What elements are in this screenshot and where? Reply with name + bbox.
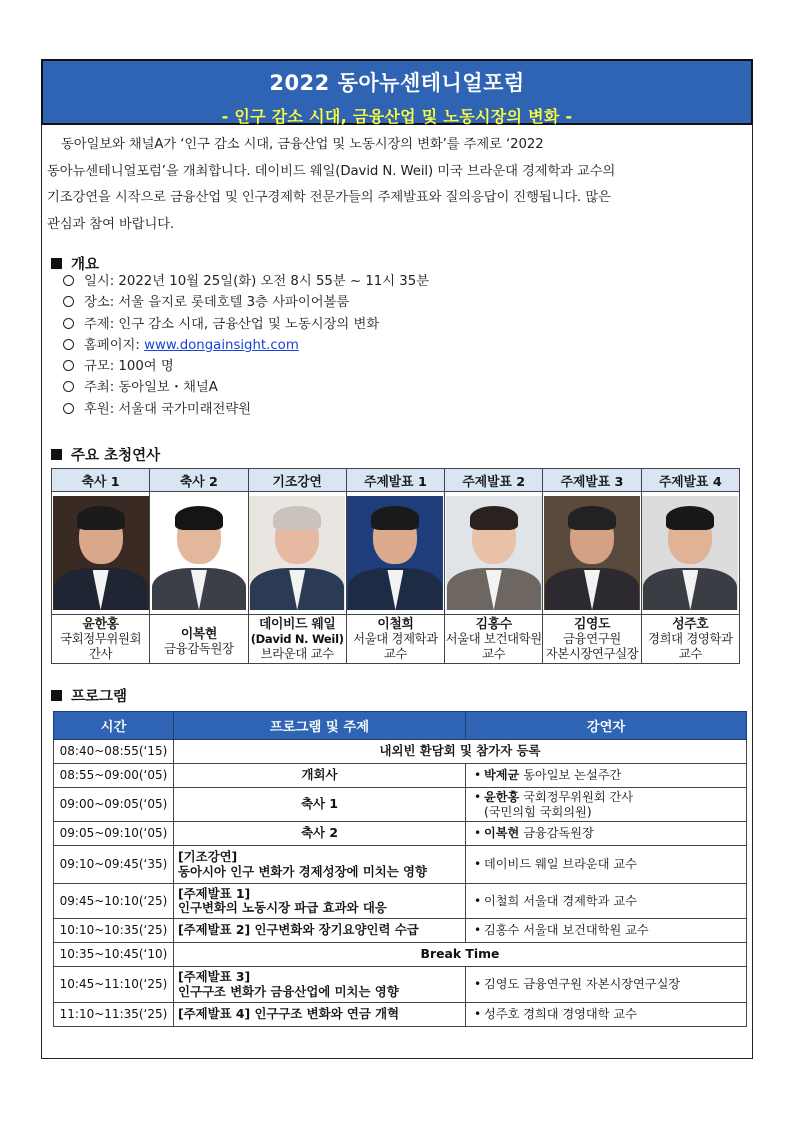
bullet-icon: • xyxy=(474,768,482,783)
speaker-name: 윤한홍 xyxy=(484,790,520,804)
speaker-title-2: 교수 xyxy=(678,646,702,661)
bullet-icon: • xyxy=(474,977,482,992)
speaker-title: 서울대 보건대학원 xyxy=(445,631,542,646)
speaker-line xyxy=(474,826,742,841)
list-item xyxy=(63,271,429,292)
speaker-affiliation: 동아일보 논설주간 xyxy=(519,768,622,783)
program-cell xyxy=(174,1003,466,1027)
column-header-program: 프로그램 및 주제 xyxy=(174,712,466,740)
speaker-name: 윤한홍 xyxy=(82,616,119,632)
portrait-image xyxy=(544,496,640,610)
intro-paragraph xyxy=(47,132,737,238)
speakers-heading xyxy=(51,444,160,465)
speaker-title: 서울대 경제학과 xyxy=(353,631,438,646)
speaker-role: 주제발표 1 xyxy=(346,469,444,492)
speaker-line xyxy=(474,1007,742,1022)
program-title: [주제발표 4] 인구구조 변화와 연금 개혁 xyxy=(178,1006,400,1022)
speaker-role: 기조강연 xyxy=(248,469,346,492)
speaker-name: 이복현 xyxy=(180,626,218,642)
speaker-photo-cell xyxy=(52,492,150,615)
speaker-photo-cell xyxy=(543,492,641,615)
speaker-affiliation: 금융감독원장 xyxy=(519,826,594,841)
speaker-photo-cell xyxy=(445,492,543,615)
bullet-icon: • xyxy=(474,826,482,841)
speaker-photo xyxy=(642,492,739,610)
list-item xyxy=(63,399,429,420)
speaker-photo xyxy=(249,492,346,610)
speaker-role: 주제발표 2 xyxy=(445,469,543,492)
program-subtitle: 인구구조 변화가 금융산업에 미치는 영향 xyxy=(178,983,399,999)
speaker-cell xyxy=(466,1003,747,1027)
table-row xyxy=(54,919,747,943)
speaker-photo-cell xyxy=(641,492,739,615)
speaker-title-2: 간사 xyxy=(89,646,113,661)
speaker-cell xyxy=(466,764,747,788)
speaker-info-row xyxy=(52,614,740,663)
speaker-title: 경희대 경영학과 xyxy=(648,631,733,646)
page-subtitle: - 인구 감소 시대, 금융산업 및 노동시장의 변화 - xyxy=(221,107,573,126)
speaker-photo-cell xyxy=(346,492,444,615)
list-item xyxy=(63,292,429,313)
speaker-affiliation: 데이비드 웨일 브라운대 교수 xyxy=(484,857,637,872)
speakers-heading-label: 주요 초청연사 xyxy=(71,448,161,464)
overview-list xyxy=(63,271,429,420)
portrait-image xyxy=(642,496,738,610)
program-heading xyxy=(51,685,127,706)
program-title: 축사 2 xyxy=(301,825,338,841)
column-header-speaker: 강연자 xyxy=(466,712,747,740)
circle-bullet-icon xyxy=(63,339,74,350)
program-subtitle: 인구변화의 노동시장 파급 효과와 대응 xyxy=(178,900,387,915)
time-cell: 10:10~10:35(‘25) xyxy=(54,919,174,943)
table-row xyxy=(54,740,747,764)
table-row xyxy=(54,822,747,846)
bullet-icon: • xyxy=(474,923,482,938)
square-bullet-icon xyxy=(51,449,62,460)
program-subtitle: 동아시아 인구 변화가 경제성장에 미치는 영향 xyxy=(178,863,427,879)
table-row xyxy=(54,884,747,919)
speakers-table xyxy=(51,468,740,664)
time-cell: 11:10~11:35(‘25) xyxy=(54,1003,174,1027)
circle-bullet-icon xyxy=(63,360,74,371)
table-row xyxy=(54,943,747,967)
speaker-name: 성주호 xyxy=(672,616,709,632)
program-cell xyxy=(174,788,466,822)
overview-item-text: 규모: 100여 명 xyxy=(84,359,174,375)
square-bullet-icon xyxy=(51,258,62,269)
program-title: [주제발표 3] xyxy=(178,969,251,984)
speaker-info xyxy=(150,614,248,663)
speaker-cell xyxy=(466,967,747,1003)
speaker-title: 국회정무위원회 xyxy=(60,631,142,646)
program-title: [주제발표 1] xyxy=(178,885,251,901)
speaker-affiliation: 국회정무위원회 간사 xyxy=(519,790,634,804)
speaker-role: 주제발표 3 xyxy=(543,469,641,492)
list-item xyxy=(63,314,429,335)
square-bullet-icon xyxy=(51,690,62,701)
portrait-image xyxy=(347,496,443,610)
circle-bullet-icon xyxy=(63,296,74,307)
column-header-time: 시간 xyxy=(54,712,174,740)
time-cell: 08:40~08:55(‘15) xyxy=(54,740,174,764)
speaker-line xyxy=(474,894,742,909)
overview-item-text: 주최: 동아일보・채널A xyxy=(84,380,218,396)
speaker-role: 주제발표 4 xyxy=(641,469,739,492)
speaker-cell xyxy=(466,919,747,943)
speaker-photo xyxy=(347,492,444,610)
speaker-affiliation-sub: (국민의힘 국회의원) xyxy=(484,804,592,819)
speaker-info xyxy=(248,614,346,663)
speaker-title-2: 교수 xyxy=(383,646,408,661)
speaker-info xyxy=(543,614,641,663)
program-cell: 내외빈 환담회 및 참가자 등록 xyxy=(174,740,747,764)
program-cell xyxy=(174,846,466,884)
program-title: 개회사 xyxy=(301,767,338,783)
overview-item-text: 일시: 2022년 10월 25일(화) 오전 8시 55분 ~ 11시 35분 xyxy=(84,274,430,289)
portrait-hair xyxy=(175,506,223,530)
speaker-name: 김영도 xyxy=(573,616,611,632)
speaker-photo-row xyxy=(52,492,740,615)
program-cell xyxy=(174,967,466,1003)
speaker-name: 데이비드 웨일 xyxy=(258,616,336,632)
page-title: 2022 동아뉴센테니얼포럼 xyxy=(269,71,525,95)
program-cell xyxy=(174,919,466,943)
time-cell: 09:45~10:10(‘25) xyxy=(54,884,174,919)
speaker-cell xyxy=(466,846,747,884)
speaker-title: 금융연구원 xyxy=(563,631,621,646)
circle-bullet-icon xyxy=(63,403,74,414)
speaker-name: 이복현 xyxy=(484,826,520,841)
intro-line: 동아일보와 채널A가 ‘인구 감소 시대, 금융산업 및 노동시장의 변화’를 주제로 ‘2022 xyxy=(61,137,544,152)
speaker-title-2: 교수 xyxy=(482,646,506,661)
list-item xyxy=(63,335,429,356)
portrait-hair xyxy=(371,506,419,530)
overview-item-text: 후원: 서울대 국가미래전략원 xyxy=(84,401,252,417)
speaker-info xyxy=(641,614,739,663)
list-item xyxy=(63,377,429,398)
speaker-photo xyxy=(445,492,542,610)
portrait-image xyxy=(249,496,345,610)
homepage-label: 홈페이지: xyxy=(84,337,145,353)
portrait-hair xyxy=(470,506,518,530)
bullet-icon: • xyxy=(474,893,482,908)
intro-line: 관심과 참여 바랍니다. xyxy=(47,216,175,232)
time-cell: 09:00~09:05(‘05) xyxy=(54,788,174,822)
table-row xyxy=(54,1003,747,1027)
homepage-link[interactable]: www.dongainsight.com xyxy=(144,337,299,353)
title-banner xyxy=(41,59,753,125)
program-header-row xyxy=(54,712,747,740)
speaker-role-row xyxy=(52,469,740,492)
time-cell: 08:55~09:00(‘05) xyxy=(54,764,174,788)
time-cell: 10:45~11:10(‘25) xyxy=(54,967,174,1003)
speaker-photo-cell xyxy=(150,492,248,615)
table-row xyxy=(54,788,747,822)
portrait-hair xyxy=(568,506,616,530)
speaker-line xyxy=(474,857,742,872)
speaker-line xyxy=(474,790,742,805)
speaker-title-2: 자본시장연구실장 xyxy=(545,646,639,661)
program-cell xyxy=(174,884,466,919)
time-cell: 09:05~09:10(‘05) xyxy=(54,822,174,846)
program-cell xyxy=(174,764,466,788)
speaker-line xyxy=(474,977,742,992)
bullet-icon: • xyxy=(474,1007,482,1022)
speaker-info xyxy=(346,614,444,663)
portrait-hair xyxy=(666,506,714,530)
circle-bullet-icon xyxy=(63,381,74,392)
speaker-cell xyxy=(466,822,747,846)
speaker-name: 김홍수 xyxy=(475,616,512,632)
speaker-role: 축사 2 xyxy=(150,469,248,492)
program-title: [주제발표 2] 인구변화와 장기요양인력 수급 xyxy=(178,922,419,938)
program-table xyxy=(53,711,747,1027)
speaker-title: 금융감독원장 xyxy=(164,641,234,656)
program-cell: Break Time xyxy=(174,943,747,967)
circle-bullet-icon xyxy=(63,318,74,329)
program-heading-label: 프로그램 xyxy=(71,689,128,705)
speaker-info xyxy=(445,614,543,663)
speaker-affiliation: 김홍수 서울대 보건대학원 교수 xyxy=(484,923,649,938)
speaker-info xyxy=(52,614,150,663)
portrait-image xyxy=(53,496,149,610)
table-row xyxy=(54,764,747,788)
speaker-title: (David N. Weil) xyxy=(250,631,344,646)
time-cell: 09:10~09:45(‘35) xyxy=(54,846,174,884)
program-title: [기조강연] xyxy=(178,849,238,864)
speaker-affiliation: 김영도 금융연구원 자본시장연구실장 xyxy=(484,977,681,992)
speaker-cell xyxy=(466,788,747,822)
table-row xyxy=(54,846,747,884)
time-cell: 10:35~10:45(‘10) xyxy=(54,943,174,967)
program-cell xyxy=(174,822,466,846)
speaker-line xyxy=(474,923,742,938)
overview-item-text: 주제: 인구 감소 시대, 금융산업 및 노동시장의 변화 xyxy=(84,316,380,332)
speaker-photo xyxy=(52,492,149,610)
bullet-icon: • xyxy=(474,790,482,804)
speaker-line xyxy=(474,768,742,783)
portrait-hair xyxy=(77,506,125,530)
speaker-cell xyxy=(466,884,747,919)
overview-heading-label: 개요 xyxy=(71,257,100,273)
speaker-photo-cell xyxy=(248,492,346,615)
speaker-photo xyxy=(150,492,247,610)
speaker-affiliation: 이철희 서울대 경제학과 교수 xyxy=(484,893,637,908)
program-title: 축사 1 xyxy=(301,796,338,812)
portrait-hair xyxy=(273,506,321,530)
speaker-photo xyxy=(543,492,640,610)
intro-line: 기조강연을 시작으로 금융산업 및 인구경제학 전문가들의 주제발표와 질의응답이 진행됩니다. 많은 xyxy=(47,190,611,205)
speaker-name: 박제균 xyxy=(484,768,520,783)
speaker-role: 축사 1 xyxy=(52,469,150,492)
list-item xyxy=(63,356,429,377)
portrait-image xyxy=(151,496,247,610)
intro-line: 동아뉴센테니얼포럼’을 개최합니다. 데이비드 웨일(David N. Weil) 미국 브라운대 경제학과 교수의 xyxy=(47,163,616,179)
bullet-icon: • xyxy=(474,857,482,872)
circle-bullet-icon xyxy=(63,275,74,286)
speaker-affiliation: 성주호 경희대 경영대학 교수 xyxy=(484,1007,637,1022)
overview-item-text: 장소: 서울 을지로 롯데호텔 3층 사파이어볼룸 xyxy=(84,295,350,311)
speaker-name: 이철희 xyxy=(377,616,414,632)
portrait-image xyxy=(446,496,542,610)
speaker-title-2: 브라운대 교수 xyxy=(260,646,334,661)
table-row xyxy=(54,967,747,1003)
